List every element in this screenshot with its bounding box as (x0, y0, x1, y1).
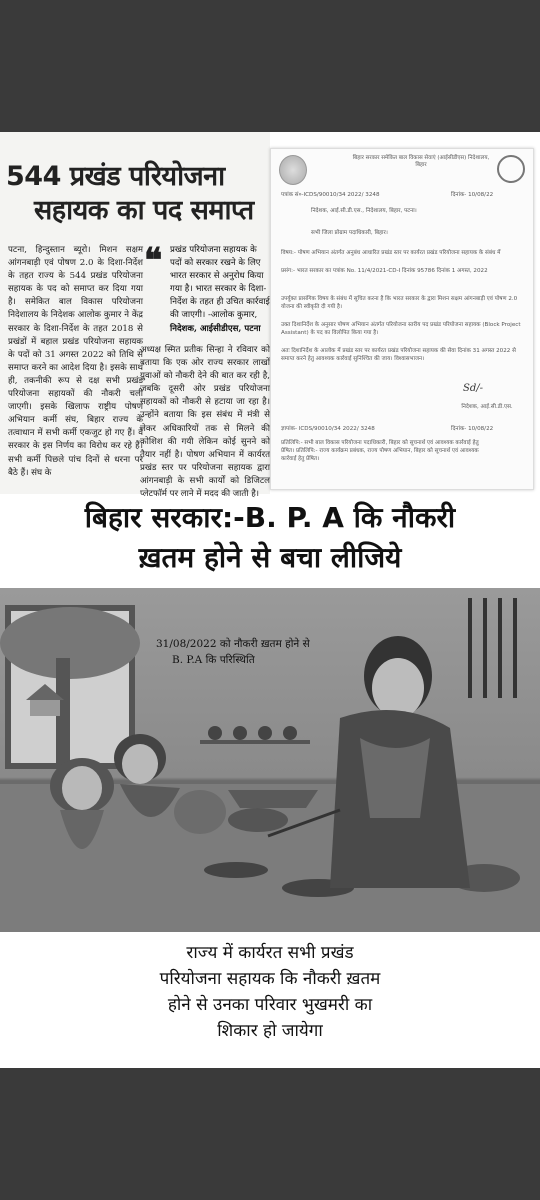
emblem-icon (279, 155, 307, 185)
letter-date-2: दिनांक- 10/08/22 (451, 426, 494, 432)
headline-line-1: 544 प्रखंड परियोजना (6, 161, 225, 192)
letter-body-3: अतः दिशानिर्देश के आलोक में प्रखंड स्तर पर कार्यरत प्रखंड परियोजना सहायक की सेवा दिनांक 31 अगस्त 2022 से समाप्त करने हेतु आवश्यक कार्रवाई सुनिश्चित की जाय। विश्वासभाजन। (281, 348, 516, 362)
newspaper-clipping (0, 132, 270, 500)
poster-image (0, 132, 540, 1068)
letter-subject: विषय:- पोषण अभियान अंतर्गत अनुबंध आधारित प्रखंड स्तर पर कार्यरत प्रखंड परियोजना सहायक के संबंध में (281, 250, 501, 256)
bottom-line-1: राज्य में कार्यरत सभी प्रखंड (186, 943, 354, 963)
letter-ref-2: ज्ञापांक- ICDS/90010/34 2022/ 3248 (281, 426, 375, 432)
letter-signatory: निदेशक, आई.सी.डी.एस. (461, 404, 513, 410)
letter-ref: पत्रांक सं०-ICDS/90010/34 2022/ 3248 (281, 192, 380, 198)
letter-body-2: उक्त दिशानिर्देश के अनुसार पोषण अभियान अंतर्गत परियोजना स्तरीय पद प्रखंड परियोजना सहायक (Block Project Assistant) के पद का विलोपित किया गया है। (281, 322, 521, 336)
letter-to: सभी जिला प्रोग्राम पदाधिकारी, बिहार। (311, 230, 388, 236)
letter-signature: Sd/- (463, 383, 483, 394)
slogan-line-2: ख़तम होने से बचा लीजिये (138, 541, 402, 574)
illustration (0, 588, 540, 932)
letter-copy: प्रतिलिपि:- सभी बाल विकास परियोजना पदाधिकारी, बिहार को सूचनार्थ एवं आवश्यक कार्रवाई हेतु प्रेषित। प्रतिलिपि:- राज्य कार्यक्रम प्रबंधक, राज्य पोषण अभियान, बिहार को सूचनार्थ एवं आवश्यक कार्रवाई हेतु प्रेषित। (281, 440, 479, 462)
headline-line-2: सहायक का पद समाप्त (34, 195, 254, 226)
bottom-line-4: शिकार हो जायेगा (217, 1021, 323, 1041)
news-headline (6, 160, 270, 228)
quote-text: प्रखंड परियोजना सहायक के पदों को सरकार रखने के लिए भारत सरकार से अनुरोध किया गया है। भारत सरकार के दिशा-निर्देश के तहत ही उचित कार्रवाई की जाएगी। -आलोक कुमार, (170, 245, 270, 320)
letter-header: बिहार सरकार समेकित बाल विकास सेवाएं (आईसीडीएस) निदेशालय, बिहार (352, 155, 490, 168)
quote-icon: ❝ (144, 241, 163, 281)
official-letter (270, 148, 534, 490)
letter-reference: प्रसंग:- भारत सरकार का पत्रांक No. 11/4/2021-CD-I दिनांक 95786 दिनांक 1 अगस्त, 2022 (281, 268, 488, 274)
news-column-right: अध्यक्ष स्मित प्रतीक सिन्हा ने रविवार को बताया कि एक ओर राज्य सरकार लाखों युवाओं को नौकरी देने की बात कर रही है, जबकि दूसरी ओर प्रखंड परियोजना सहायकों को नौकरी से हटाया जा रहा है। उन्होंने बताया कि इस संबंध में मंत्री से लेकर अधिकारियों तक से मिलने की कोशिश की गयी लेकिन कोई सुनने को तैयार नहीं है। पोषण अभियान में कार्यरत प्रखंड स्तर पर परियोजना सहायक द्वारा आंगनबाड़ी के सभी कार्यों को डिजिटल प्लेटफॉर्म पर लाने में मदद की जाती है। (140, 345, 270, 500)
letter-date: दिनांक- 10/08/22 (451, 192, 494, 198)
slogan-line-1: बिहार सरकार:-B. P. A कि नौकरी (84, 501, 456, 534)
letter-body-1: उपर्युक्त प्रासंगिक विषय के संबंध में सूचित करना है कि भारत सरकार के द्वारा मिशन सक्षम आंगनबाड़ी एवं पोषण 2.0 योजना की स्वीकृति दी गयी है। (281, 296, 518, 310)
letter-from: निदेशक, आई.सी.डी.एस., निदेशालय, बिहार, पटना। (311, 208, 417, 214)
news-column-left: पटना, हिन्दुस्तान ब्यूरो। मिशन सक्षम आंगनबाड़ी एवं पोषण 2.0 के दिशा-निर्देश के तहत राज्य के 544 प्रखंड परियोजना सहायक के पद को समाप्त कर दिया गया है। समेकित बाल विकास परियोजना निदेशालय के निदेशक आलोक कुमार ने केंद्र सरकार के दिशा-निर्देश के तहत 2018 से प्रखंडों में बहाल प्रखंड परियोजना सहायक के पदों को 31 अगस्त 2022 को तिथि से समाप्त करने का आदेश दिया है। इसके साथ ही, तकनीकी रूप से दक्ष सभी प्रखंड परियोजना सहायकों की नौकरी चली जाएगी। इसके खिलाफ राष्ट्रीय पोषण अभियान कर्मी संघ, बिहार राज्य के तत्वाधान में सभी कर्मी एकजुट हो गए हैं। वे सरकार के इस निर्णय का विरोध कर रहे हैं। सभी कर्मी पिछले पांच दिनों से धरना पर बैठे हैं। संघ के (8, 245, 143, 478)
bottom-dark-bar (0, 1068, 540, 1200)
news-quote (142, 241, 270, 344)
bottom-message (0, 940, 540, 1044)
top-dark-bar (0, 0, 540, 132)
quote-byline: निदेशक, आईसीडीएस, पटना (170, 324, 261, 334)
caption-line-2: B. P.A कि परिस्थिति (172, 654, 255, 666)
slogan (0, 498, 540, 578)
caption-line-1: 31/08/2022 को नौकरी ख़तम होने से (156, 638, 310, 650)
bottom-line-2: परियोजना सहायक कि नौकरी ख़तम (159, 969, 381, 989)
illustration-caption (156, 636, 310, 668)
department-logo-icon (497, 155, 525, 183)
bottom-line-3: होने से उनका परिवार भुखमरी का (167, 995, 373, 1015)
